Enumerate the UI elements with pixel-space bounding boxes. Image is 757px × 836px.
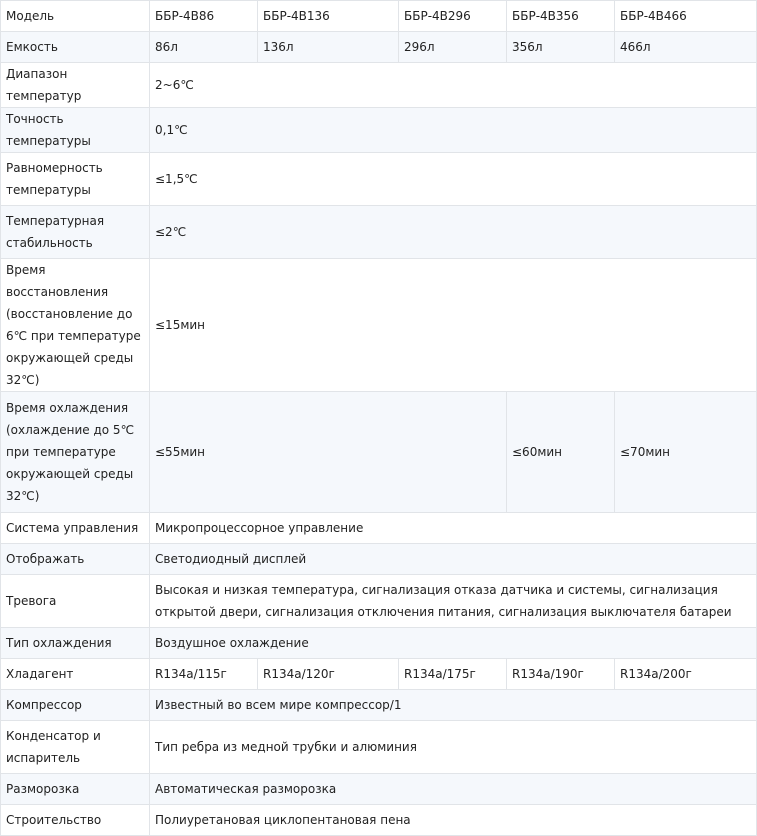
table-row-alarm [1, 575, 757, 628]
row-label-capacity: Емкость [1, 32, 150, 63]
table-row-condenser [1, 721, 757, 774]
model-cell: ББР-4В356 [507, 1, 615, 32]
row-label-condenser: Конденсатор и испаритель [1, 721, 150, 774]
row-label-alarm: Тревога [1, 575, 150, 628]
condenser-value: Тип ребра из медной трубки и алюминия [150, 721, 757, 774]
cooling-time-value: ≤60мин [507, 392, 615, 513]
temp-stability-value: ≤2℃ [150, 206, 757, 259]
recovery-value: ≤15мин [150, 259, 757, 392]
table-row-capacity [1, 32, 757, 63]
compressor-value: Известный во всем мире компрессор/1 [150, 690, 757, 721]
cooling-time-value: ≤70мин [615, 392, 757, 513]
refrigerant-cell: R134a/115г [150, 659, 258, 690]
model-cell: ББР-4В86 [150, 1, 258, 32]
capacity-cell: 136л [258, 32, 399, 63]
row-label-recovery: Время восстановления (восстановление до 6℃ при температуре окружающей среды 32℃) [1, 259, 150, 392]
defrost-value: Автоматическая разморозка [150, 774, 757, 805]
capacity-cell: 86л [150, 32, 258, 63]
table-row-temp-stability [1, 206, 757, 259]
row-label-temp-range: Диапазон температур [1, 63, 150, 108]
refrigerant-cell: R134a/175г [399, 659, 507, 690]
table-row-temp-uniformity [1, 153, 757, 206]
model-cell: ББР-4В136 [258, 1, 399, 32]
table-row-model [1, 1, 757, 32]
row-label-cooling-type: Тип охлаждения [1, 628, 150, 659]
temp-uniformity-value: ≤1,5℃ [150, 153, 757, 206]
alarm-value: Высокая и низкая температура, сигнализация отказа датчика и системы, сигнализация открытой двери, сигнализация отключения питания, сигнализация выключателя батареи [150, 575, 757, 628]
row-label-temp-uniformity: Равномерность температуры [1, 153, 150, 206]
construction-value: Полиуретановая циклопентановая пена [150, 805, 757, 836]
row-label-temp-accuracy: Точность температуры [1, 108, 150, 153]
row-label-compressor: Компрессор [1, 690, 150, 721]
model-cell: ББР-4В296 [399, 1, 507, 32]
cooling-time-value: ≤55мин [150, 392, 507, 513]
refrigerant-cell: R134a/190г [507, 659, 615, 690]
row-label-model: Модель [1, 1, 150, 32]
table-row-construction [1, 805, 757, 836]
table-row-compressor [1, 690, 757, 721]
row-label-cooling-time: Время охлаждения (охлаждение до 5℃ при температуре окружающей среды 32℃) [1, 392, 150, 513]
capacity-cell: 466л [615, 32, 757, 63]
display-value: Светодиодный дисплей [150, 544, 757, 575]
capacity-cell: 296л [399, 32, 507, 63]
temp-accuracy-value: 0,1℃ [150, 108, 757, 153]
row-label-display: Отображать [1, 544, 150, 575]
table-row-temp-accuracy [1, 108, 757, 153]
temp-range-value: 2~6℃ [150, 63, 757, 108]
refrigerant-cell: R134a/200г [615, 659, 757, 690]
capacity-cell: 356л [507, 32, 615, 63]
table-row-refrigerant [1, 659, 757, 690]
row-label-construction: Строительство [1, 805, 150, 836]
model-cell: ББР-4В466 [615, 1, 757, 32]
row-label-temp-stability: Температурная стабильность [1, 206, 150, 259]
row-label-refrigerant: Хладагент [1, 659, 150, 690]
table-row-defrost [1, 774, 757, 805]
refrigerant-cell: R134a/120г [258, 659, 399, 690]
table-row-recovery [1, 259, 757, 392]
table-row-cooling-time [1, 392, 757, 513]
cooling-type-value: Воздушное охлаждение [150, 628, 757, 659]
row-label-control: Система управления [1, 513, 150, 544]
table-row-control [1, 513, 757, 544]
table-row-temp-range [1, 63, 757, 108]
table-row-display [1, 544, 757, 575]
control-value: Микропроцессорное управление [150, 513, 757, 544]
row-label-defrost: Разморозка [1, 774, 150, 805]
table-row-cooling-type [1, 628, 757, 659]
